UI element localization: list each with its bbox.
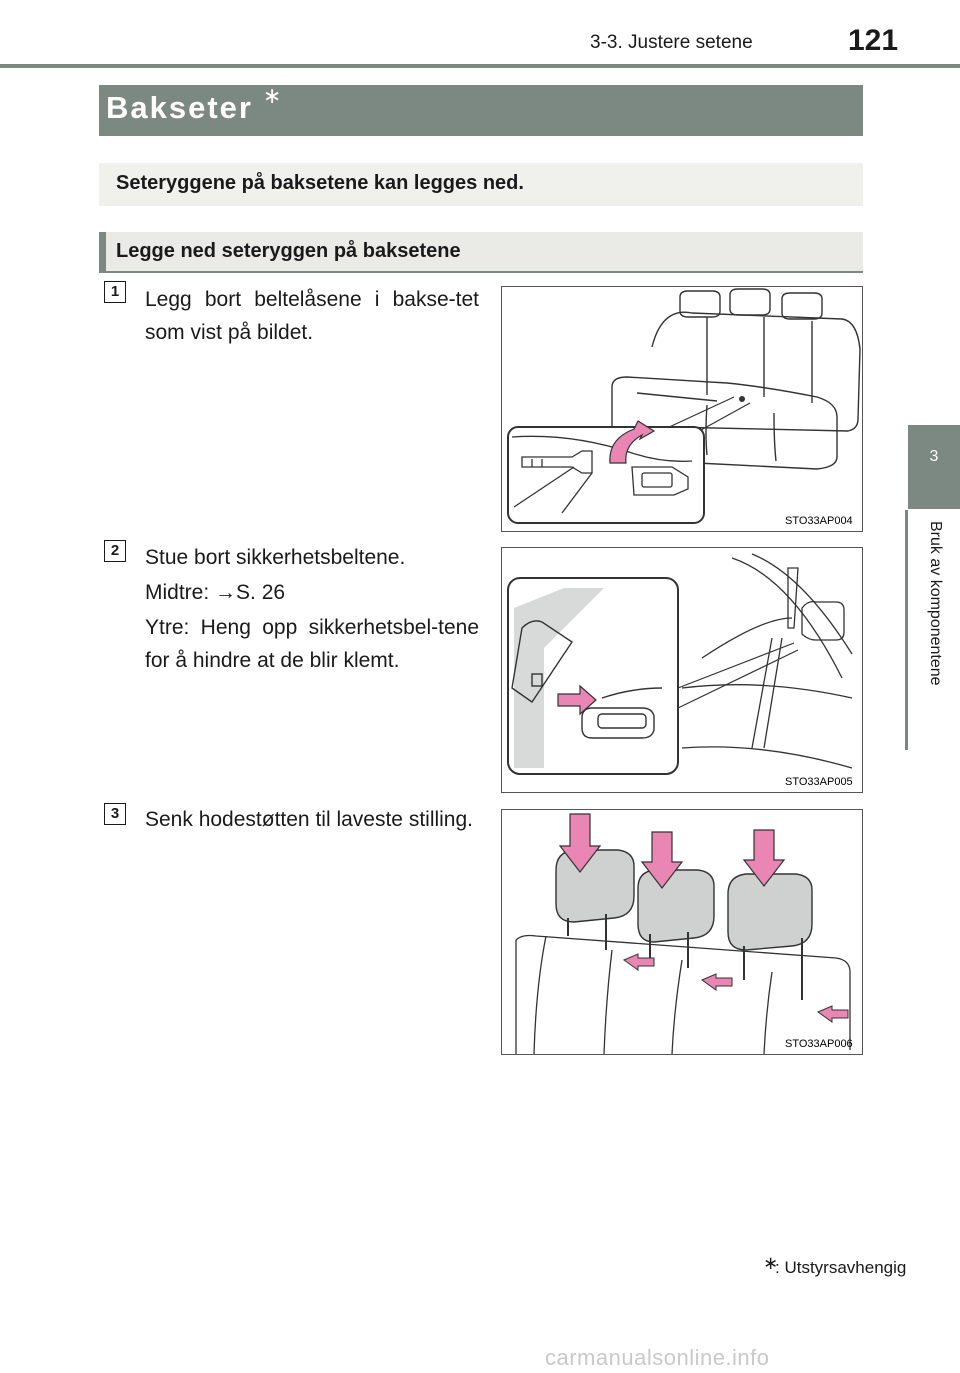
intro-text: Seteryggene på baksetene kan legges ned. [116, 172, 524, 194]
step-3-text: Senk hodestøtten til laveste stilling. [145, 808, 474, 831]
step-2-line-3: Ytre: Heng opp sikkerhetsbel-tene for å hindre at de blir klemt. [145, 616, 479, 672]
title-asterisk: ∗ [263, 83, 282, 108]
chapter-tab-rule [905, 510, 908, 750]
footnote-asterisk: ∗ [763, 1253, 779, 1273]
step-2-line-2: Midtre: →S. 26 [145, 581, 286, 604]
step-number-3: 3 [104, 803, 126, 825]
rear-seat-illustration [502, 287, 862, 531]
chapter-tab[interactable] [908, 425, 960, 509]
subheading-rule [99, 271, 863, 273]
chapter-number: 3 [929, 448, 939, 465]
figure-2 [501, 547, 863, 793]
figure-code-1: STO33AP004 [785, 515, 853, 527]
figure-code-3: STO33AP006 [785, 1038, 853, 1050]
step-number-1: 1 [104, 281, 126, 303]
seatbelt-illustration [502, 548, 862, 792]
step-number-2: 2 [104, 540, 126, 562]
watermark: carmanualsonline.info [545, 1345, 770, 1370]
footnote-text: : Utstyrsavhengig [775, 1258, 907, 1277]
figure-1 [501, 286, 863, 532]
step-2-line-1: Stue bort sikkerhetsbeltene. [145, 546, 406, 569]
figure-code-2: STO33AP005 [785, 776, 853, 788]
header-rule [0, 64, 960, 68]
step-1-text: Legg bort beltelåsene i bakse-tet som vist på bildet. [145, 288, 479, 344]
subheading: Legge ned seteryggen på baksetene [116, 240, 461, 262]
subheading-accent [99, 232, 106, 272]
section-title: 3-3. Justere setene [590, 32, 753, 53]
figure-3 [501, 809, 863, 1055]
headrest-illustration [502, 810, 862, 1054]
chapter-title: Bruk av komponentene [927, 521, 944, 686]
page-number: 121 [848, 24, 899, 57]
page-title: Bakseter [106, 90, 253, 125]
